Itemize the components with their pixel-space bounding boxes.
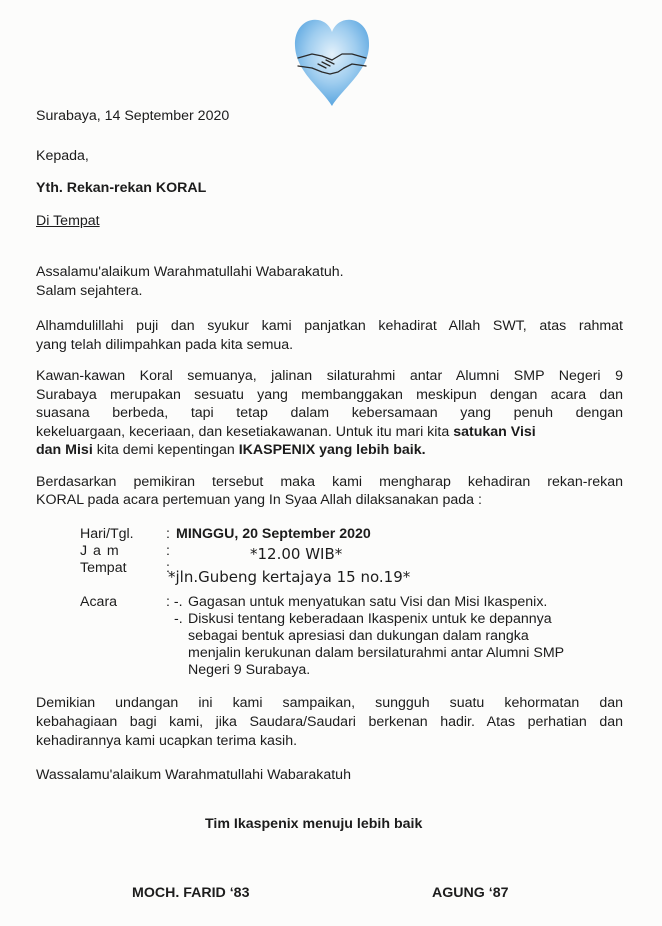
acara-item-2-line-4: Negeri 9 Surabaya. — [188, 662, 311, 678]
tempat-colon: : — [166, 560, 170, 576]
hari-label: Hari/Tgl. — [80, 526, 134, 542]
para3-line-1: Berdasarkan pemikiran tersebut maka kami mengharap kehadiran rekan-rekan — [36, 474, 623, 490]
acara-item-1: Gagasan untuk menyatukan satu Visi dan Misi Ikaspenix. — [188, 594, 548, 610]
para2-line-4-bold: satukan Visi — [453, 424, 536, 440]
para2-line-1: Kawan-kawan Koral semuanya, jalinan silaturahmi antar Alumni SMP Negeri 9 — [36, 368, 623, 384]
para3-line-2: KORAL pada acara pertemuan yang In Syaa Allah dilaksanakan pada : — [36, 492, 482, 508]
jam-value: *12.00 WIB* — [250, 545, 343, 563]
para2-line-5 — [36, 442, 426, 458]
para2-line-5-bold-2: IKASPENIX yang lebih baik. — [238, 442, 426, 458]
acara-item-2-line-2: sebagai bentuk apresiasi dan dukungan dalam rangka — [188, 628, 529, 644]
tempat-value: *jln.Gubeng kertajaya 15 no.19* — [168, 568, 411, 586]
para2-line-3: suasana berbeda, tapi tetap dalam kebersamaan yang penuh dengan — [36, 405, 623, 421]
acara-label: Acara — [80, 594, 118, 610]
acara-item-2-line-3: menjalin kerukunan dalam bersilaturahmi antar Alumni SMP — [188, 645, 565, 661]
acara-marker-1: : -. — [166, 594, 183, 610]
team-name: Tim Ikaspenix menuju lebih baik — [205, 816, 423, 832]
acara-item-2-line-1: Diskusi tentang keberadaan Ikaspenix untuk ke depannya — [188, 611, 552, 627]
closing-line-2: kebahagiaan bagi kami, jika Saudara/Saudari berkenan hadir. Atas perhatian dan — [36, 714, 623, 730]
para2-line-4 — [36, 424, 536, 440]
para1-line-2: yang telah dilimpahkan pada kita semua. — [36, 337, 294, 353]
signatory-1: MOCH. FARID ‘83 — [132, 885, 250, 901]
jam-colon: : — [166, 543, 170, 559]
farewell: Wassalamu'alaikum Warahmatullahi Wabarakatuh — [36, 767, 351, 783]
greeting-line-2: Salam sejahtera. — [36, 283, 143, 299]
hari-colon: : — [166, 526, 170, 542]
salutation: Kepada, — [36, 148, 89, 164]
para2-line-5-mid: kita demi kepentingan — [96, 442, 235, 458]
jam-label: J a m — [80, 543, 120, 559]
para1-line-1: Alhamdulillahi puji dan syukur kami panjatkan kehadirat Allah SWT, atas rahmat — [36, 318, 623, 334]
para2-line-2: Surabaya merupakan sesuatu yang membanggakan meskipun dengan acara dan — [36, 387, 623, 403]
signatory-2: AGUNG ‘87 — [432, 885, 509, 901]
para2-line-4-text: kekeluargaan, keceriaan, dan kesetiakawanan. Untuk itu mari kita — [36, 424, 450, 440]
heart-handshake-logo — [292, 14, 372, 108]
place: Di Tempat — [36, 213, 100, 229]
acara-marker-2: -. — [174, 611, 183, 627]
date-line: Surabaya, 14 September 2020 — [36, 108, 230, 124]
para2-line-5-bold-1: dan Misi — [36, 442, 93, 458]
tempat-label: Tempat — [80, 560, 127, 576]
greeting-line-1: Assalamu'alaikum Warahmatullahi Wabarakatuh. — [36, 264, 344, 280]
closing-line-3: kehadirannya kami ucapkan terima kasih. — [36, 733, 298, 749]
recipient: Yth. Rekan-rekan KORAL — [36, 180, 207, 196]
hari-value: MINGGU, 20 September 2020 — [176, 526, 371, 542]
closing-line-1: Demikian undangan ini kami sampaikan, sungguh suatu kehormatan dan — [36, 695, 623, 711]
